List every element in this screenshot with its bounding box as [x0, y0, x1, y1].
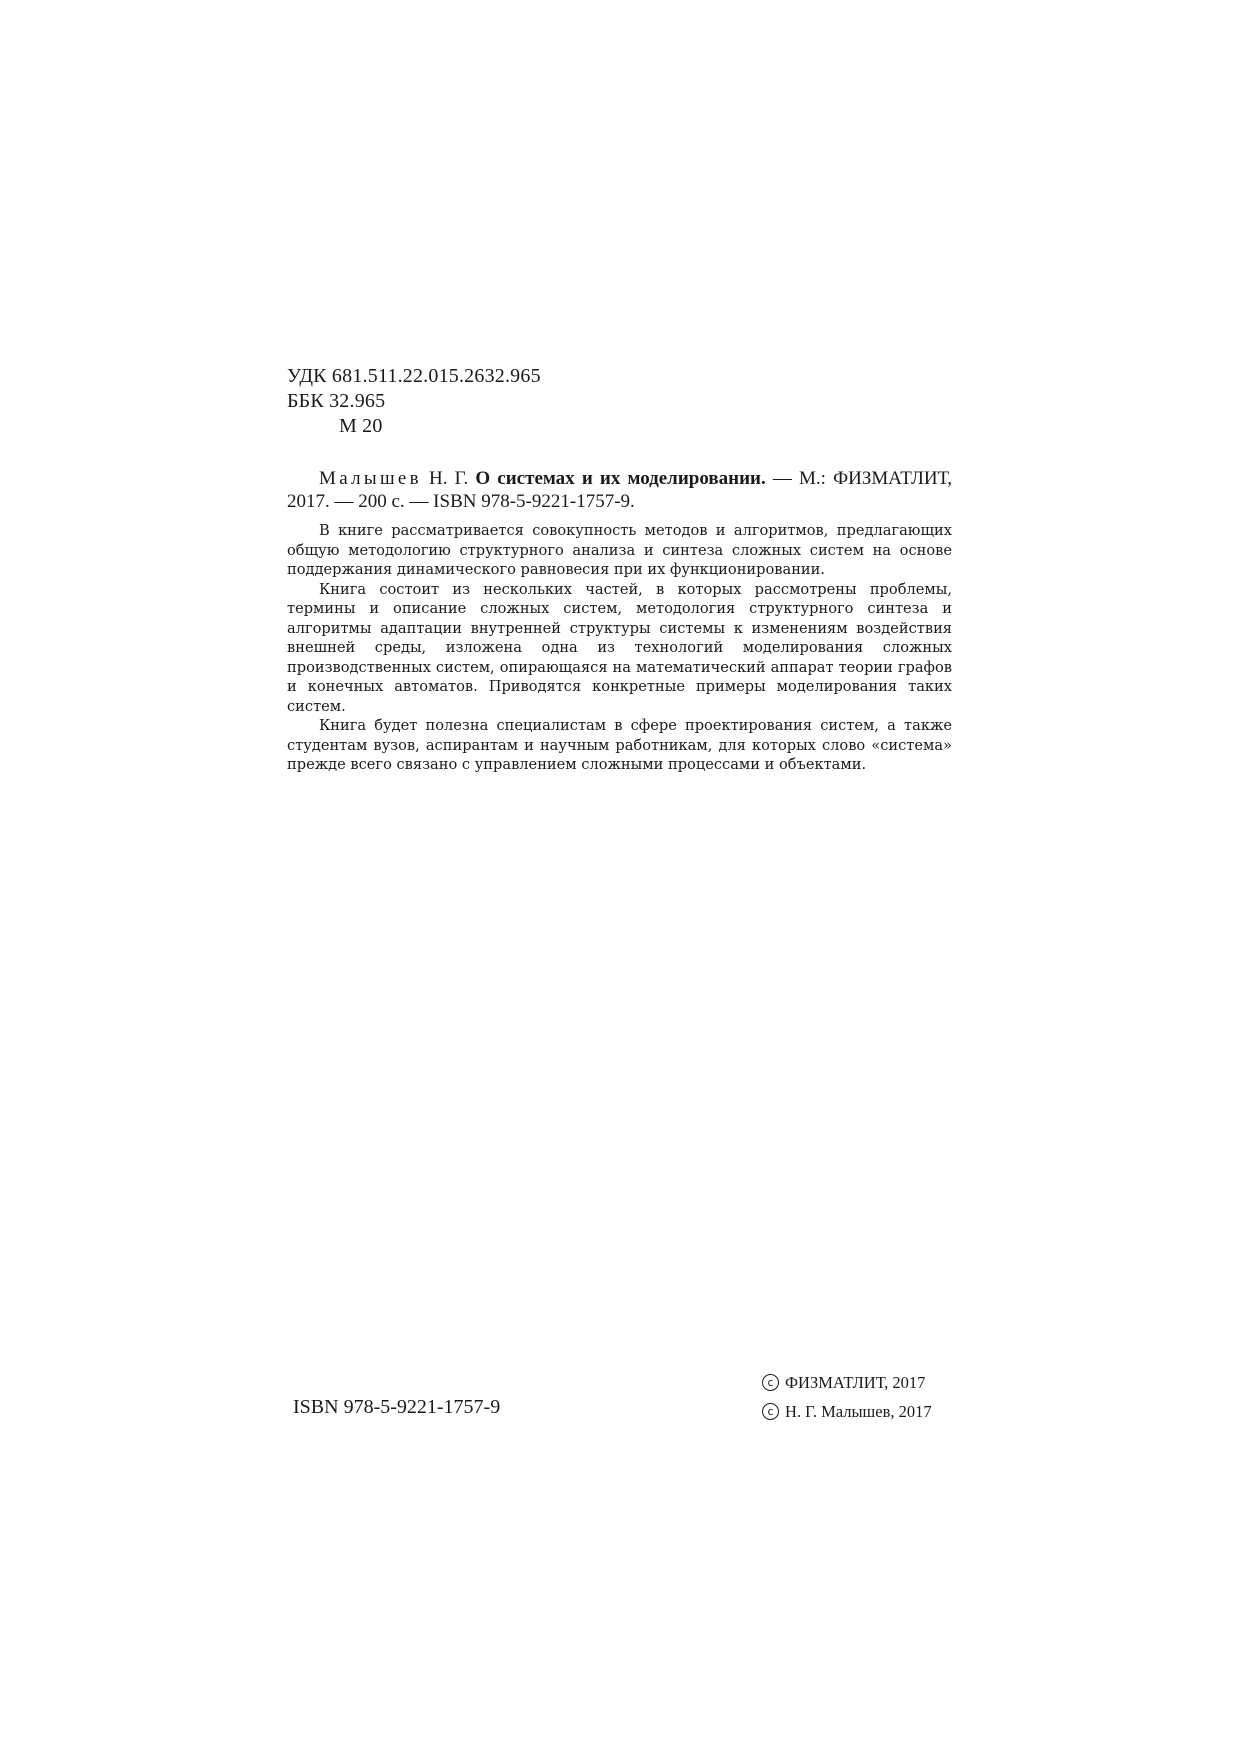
copyright-publisher-text: ФИЗМАТЛИТ, 2017	[785, 1373, 926, 1392]
copyright-block	[762, 1368, 932, 1426]
abstract-paragraph: В книге рассматривается совокупность методов и алгоритмов, предлагающих общую методологию структурного анализа и синтеза сложных систем на основе поддержания динамического равновесия при их функционировании.	[287, 522, 952, 578]
citation-details: — М.: ФИЗМАТЛИТ, 2017. — 200 с. — ISBN 978-5-9221-1757-9.	[287, 468, 953, 512]
udk-code: УДК 681.511.22.015.2632.965	[287, 365, 541, 387]
author-mark: М 20	[339, 415, 383, 437]
copyright-icon: c	[762, 1403, 779, 1420]
copyright-icon: c	[762, 1374, 779, 1391]
bibliographic-citation	[287, 467, 952, 513]
bbk-code: ББК 32.965	[287, 390, 386, 412]
copyright-author-text: Н. Г. Малышев, 2017	[785, 1402, 932, 1421]
abstract-paragraph: Книга состоит из нескольких частей, в которых рассмотрены проблемы, термины и описание сложных систем, методология структурного синтеза и алгоритмы адаптации внутренней структуры системы к изменениям воздействия внешней среды, изложена одна из технологий моделирования сложных производственных систем, опирающаяся на математический аппарат теории графов и конечных автоматов. Приводятся конкретные примеры моделирования таких систем.	[287, 580, 952, 715]
copyright-author	[762, 1397, 932, 1426]
citation-author: Малышев	[319, 468, 422, 489]
citation-initials: Н. Г.	[421, 468, 476, 489]
citation-title: О системах и их моделировании.	[475, 468, 766, 489]
isbn: ISBN 978-5-9221-1757-9	[293, 1396, 501, 1418]
abstract	[287, 521, 952, 775]
classification-block	[287, 364, 541, 439]
copyright-publisher	[762, 1368, 932, 1397]
abstract-paragraph: Книга будет полезна специалистам в сфере проектирования систем, а также студентам вузов, аспирантам и научным работникам, для которых слово «система» прежде всего связано с управлением сложными процессами и объектами.	[287, 717, 952, 773]
